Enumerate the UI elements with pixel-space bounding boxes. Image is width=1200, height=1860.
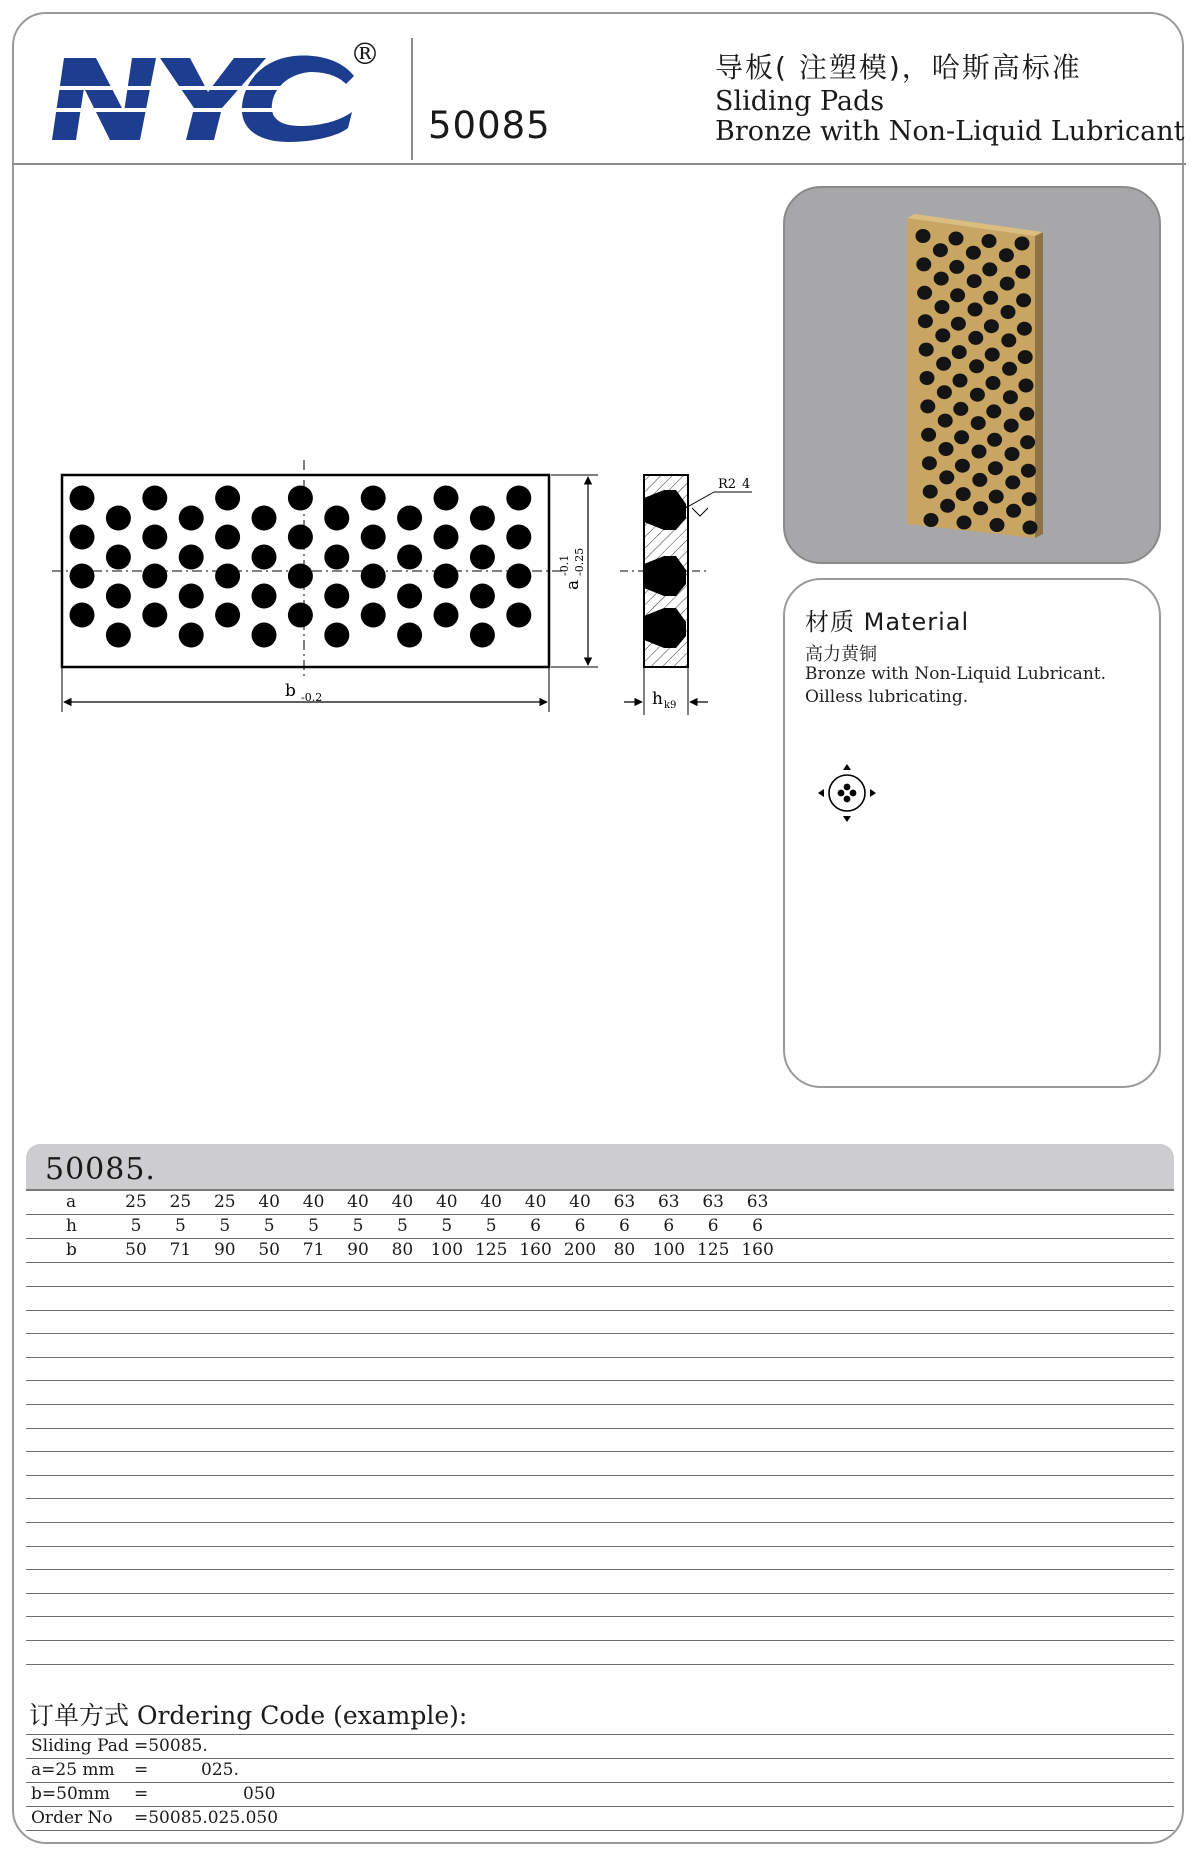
table-cell: 40	[347, 1192, 369, 1212]
table-cell: 71	[169, 1240, 192, 1260]
photo-plug	[1020, 435, 1035, 449]
table-cell: 40	[258, 1192, 280, 1212]
ordering-rule	[26, 1806, 1174, 1807]
photo-plug	[1001, 305, 1016, 319]
graphite-plug	[361, 525, 386, 550]
photo-plug	[1015, 237, 1030, 251]
graphite-plug	[252, 584, 277, 609]
graphite-plug	[434, 603, 459, 628]
photo-plug	[1002, 362, 1017, 376]
table-cell: 50	[258, 1240, 280, 1260]
photo-plug	[922, 456, 937, 470]
table-cell: 40	[435, 1192, 458, 1212]
graphite-plug	[434, 486, 459, 511]
table-cell: 6	[663, 1216, 675, 1236]
title-chinese: 导板( 注塑模)，哈斯高标准	[715, 51, 1082, 84]
table-rule	[26, 1451, 1174, 1452]
photo-plug	[954, 430, 969, 444]
ordering-label: Sliding Pad	[31, 1736, 129, 1756]
photo-plug	[972, 473, 987, 487]
photo-plug	[1018, 350, 1033, 364]
photo-plug	[949, 232, 964, 246]
photo-plug	[949, 260, 964, 274]
dim-a-tol-top: -0.1	[558, 554, 571, 576]
table-cell: 5	[130, 1216, 142, 1236]
table-cell: 5	[485, 1216, 497, 1236]
material-panel	[783, 578, 1161, 1088]
graphite-plug	[361, 603, 386, 628]
table-rule	[26, 1286, 1174, 1287]
product-code: 50085	[428, 104, 551, 147]
graphite-plug	[397, 623, 422, 648]
graphite-plug	[70, 603, 95, 628]
photo-plug	[939, 470, 954, 484]
table-header-rule	[26, 1189, 1174, 1191]
photo-plug	[1022, 492, 1037, 506]
photo-plug	[984, 319, 999, 333]
photo-plug	[957, 516, 972, 530]
table-cell: 5	[352, 1216, 364, 1236]
photo-plug	[937, 385, 952, 399]
dim-b-label: b	[285, 681, 296, 701]
ordering-equals: =	[134, 1784, 149, 1804]
photo-plug	[989, 490, 1004, 504]
photo-plug	[934, 272, 949, 286]
photo-plug	[1016, 293, 1031, 307]
photo-plug	[969, 359, 984, 373]
title-english-line1: Sliding Pads	[715, 86, 885, 117]
graphite-plug	[288, 486, 313, 511]
dim-h-label: h	[652, 689, 663, 709]
ordering-value: 025.	[201, 1760, 239, 1780]
table-cell: 5	[174, 1216, 186, 1236]
graphite-plug	[324, 584, 349, 609]
table-cell: 40	[524, 1192, 547, 1212]
table-cell: 40	[302, 1192, 325, 1212]
table-cell: 63	[657, 1192, 680, 1212]
table-cell: 160	[519, 1240, 552, 1260]
table-rule	[26, 1214, 1174, 1215]
graphite-plug	[397, 584, 422, 609]
photo-plug	[935, 328, 950, 342]
graphite-plug	[506, 603, 531, 628]
graphite-plug	[142, 603, 167, 628]
photo-plug	[933, 243, 948, 257]
table-cell: 90	[347, 1240, 369, 1260]
ordering-rule	[26, 1734, 1174, 1735]
photo-plug	[999, 248, 1014, 262]
table-code: 50085.	[45, 1152, 156, 1187]
graphite-plug	[106, 506, 131, 531]
photo-plug	[1000, 277, 1015, 291]
dim-h-tolerance: k9	[664, 700, 677, 711]
photo-plug	[987, 433, 1002, 447]
table-row-label: h	[66, 1216, 77, 1236]
graphite-plug	[106, 584, 131, 609]
photo-plug	[1021, 464, 1036, 478]
material-name-cn: 高力黄铜	[805, 644, 877, 665]
graphite-plug	[106, 623, 131, 648]
dim-a-label: a	[563, 579, 583, 590]
lubrication-symbol-icon	[812, 758, 882, 828]
ordering-equals: =50085.025.050	[134, 1808, 279, 1828]
ordering-title: 订单方式 Ordering Code (example):	[29, 1701, 468, 1730]
photo-plug	[990, 518, 1005, 532]
photo-plug	[917, 286, 932, 300]
graphite-plug	[324, 506, 349, 531]
photo-plug	[936, 357, 951, 371]
photo-plug	[1005, 475, 1020, 489]
graphite-plug	[288, 564, 313, 589]
table-rule	[26, 1664, 1174, 1665]
photo-plug	[988, 461, 1003, 475]
table-cell: 63	[702, 1192, 724, 1212]
photo-plug	[1023, 521, 1038, 535]
table-cell: 80	[391, 1240, 414, 1260]
table-cell: 5	[396, 1216, 408, 1236]
ordering-label: b=50mm	[31, 1784, 110, 1804]
photo-plug	[918, 314, 933, 328]
graphite-plug	[288, 603, 313, 628]
table-row-label: b	[66, 1240, 77, 1260]
graphite-plug	[506, 564, 531, 589]
ordering-value: 050	[243, 1784, 276, 1804]
graphite-plug	[179, 545, 204, 570]
table-cell: 40	[569, 1192, 591, 1212]
photo-plug	[940, 499, 955, 513]
graphite-plug	[288, 525, 313, 550]
radius-value: 4	[742, 477, 751, 492]
table-rule	[26, 1546, 1174, 1547]
photo-plug	[973, 501, 988, 515]
product-photo	[783, 186, 1161, 564]
graphite-plug	[142, 564, 167, 589]
photo-plug	[968, 303, 983, 317]
graphite-plug	[397, 506, 422, 531]
graphite-plug	[434, 525, 459, 550]
photo-plug	[1003, 390, 1018, 404]
photo-plug	[953, 374, 968, 388]
table-cell: 40	[391, 1192, 414, 1212]
photo-plug	[950, 288, 965, 302]
table-rule	[26, 1522, 1174, 1523]
table-cell: 6	[752, 1216, 763, 1236]
table-row-label: a	[66, 1192, 77, 1212]
title-english-line2: Bronze with Non-Liquid Lubricant	[715, 116, 1185, 147]
photo-plug	[982, 234, 997, 248]
table-cell: 25	[125, 1192, 147, 1212]
photo-plug	[986, 404, 1001, 418]
graphite-plug	[361, 486, 386, 511]
photo-plug	[1017, 322, 1032, 336]
table-cell: 6	[707, 1216, 719, 1236]
table-rule	[26, 1640, 1174, 1641]
photo-plug	[982, 262, 997, 276]
graphite-plug	[397, 545, 422, 570]
graphite-plug	[179, 584, 204, 609]
header-divider	[411, 38, 413, 160]
photo-plug	[938, 414, 953, 428]
graphite-plug	[215, 564, 240, 589]
graphite-plug	[215, 486, 240, 511]
table-rule	[26, 1616, 1174, 1617]
graphite-plug	[506, 486, 531, 511]
graphite-plug	[179, 506, 204, 531]
photo-plug	[1005, 447, 1020, 461]
photo-plug	[923, 485, 938, 499]
table-cell: 5	[219, 1216, 231, 1236]
photo-plug	[1019, 379, 1034, 393]
ordering-label: a=25 mm	[31, 1760, 115, 1780]
photo-plug	[953, 402, 968, 416]
photo-plug	[971, 416, 986, 430]
dim-a-tol-bottom: -0.25	[573, 547, 586, 576]
material-note: Oilless lubricating.	[805, 687, 969, 707]
photo-plug	[983, 291, 998, 305]
photo-plug	[1004, 419, 1019, 433]
table-cell: 5	[308, 1216, 319, 1236]
table-rule	[26, 1475, 1174, 1476]
ordering-rule	[26, 1830, 1174, 1831]
table-cell: 40	[480, 1192, 502, 1212]
photo-plug	[919, 343, 934, 357]
photo-plug	[972, 445, 987, 459]
table-cell: 100	[430, 1240, 464, 1260]
graphite-plug	[106, 545, 131, 570]
material-title: 材质 Material	[805, 608, 970, 636]
graphite-plug	[252, 545, 277, 570]
table-cell: 25	[213, 1192, 236, 1212]
photo-plug	[1001, 333, 1016, 347]
ordering-equals: =	[134, 1760, 149, 1780]
table-cell: 5	[441, 1216, 453, 1236]
ordering-label: Order No	[31, 1808, 113, 1828]
ordering-rule	[26, 1758, 1174, 1759]
ordering-rule	[26, 1782, 1174, 1783]
table-cell: 71	[302, 1240, 325, 1260]
graphite-plug	[470, 623, 495, 648]
graphite-plug	[361, 564, 386, 589]
graphite-plug	[70, 525, 95, 550]
table-cell: 160	[741, 1240, 774, 1260]
graphite-plug	[70, 564, 95, 589]
photo-plug	[921, 428, 936, 442]
table-cell: 63	[613, 1192, 636, 1212]
registered-mark: ®	[350, 37, 380, 72]
graphite-plug	[179, 623, 204, 648]
photo-plug	[985, 348, 1000, 362]
radius-label: R2	[718, 477, 737, 492]
ordering-equals: =50085.	[134, 1736, 208, 1756]
graphite-plug	[506, 525, 531, 550]
graphite-plug	[215, 603, 240, 628]
photo-plug	[955, 459, 970, 473]
photo-plug	[924, 513, 939, 527]
photo-plug	[951, 317, 966, 331]
table-cell: 6	[574, 1216, 586, 1236]
photo-plug	[952, 345, 967, 359]
photo-plug	[920, 371, 935, 385]
table-rule	[26, 1404, 1174, 1405]
table-cell: 125	[474, 1240, 508, 1260]
header-separator	[12, 163, 1186, 165]
photo-plug	[986, 376, 1001, 390]
table-cell: 63	[746, 1192, 769, 1212]
graphite-plug	[470, 506, 495, 531]
graphite-plug	[252, 506, 277, 531]
photo-plug	[968, 331, 983, 345]
photo-plug	[916, 229, 931, 243]
table-rule	[26, 1357, 1174, 1358]
graphite-plug	[142, 525, 167, 550]
table-rule	[26, 1498, 1174, 1499]
photo-plug	[970, 388, 985, 402]
table-rule	[26, 1310, 1174, 1311]
table-header-bar	[26, 1144, 1174, 1190]
photo-plug	[935, 300, 950, 314]
table-rule	[26, 1262, 1174, 1263]
table-rule	[26, 1428, 1174, 1429]
table-cell: 6	[530, 1216, 541, 1236]
graphite-plug	[324, 623, 349, 648]
table-rule	[26, 1333, 1174, 1334]
graphite-plug	[252, 623, 277, 648]
table-rule	[26, 1593, 1174, 1594]
graphite-plug	[324, 545, 349, 570]
table-cell: 6	[618, 1216, 630, 1236]
table-cell: 5	[263, 1216, 275, 1236]
table-cell: 100	[652, 1240, 686, 1260]
dim-b-tolerance: -0.2	[301, 691, 323, 704]
graphite-plug	[434, 564, 459, 589]
table-cell: 125	[696, 1240, 730, 1260]
photo-plug	[1006, 504, 1021, 518]
material-description: Bronze with Non-Liquid Lubricant.	[805, 664, 1107, 684]
graphite-plug	[470, 545, 495, 570]
photo-plug	[966, 246, 981, 260]
table-cell: 80	[613, 1240, 636, 1260]
table-cell: 25	[169, 1192, 192, 1212]
table-rule	[26, 1380, 1174, 1381]
photo-plug	[920, 399, 935, 413]
photo-plug	[1015, 265, 1030, 279]
technical-drawing	[40, 440, 780, 730]
graphite-plug	[470, 584, 495, 609]
photo-plug	[939, 442, 954, 456]
nyc-logo	[48, 36, 388, 156]
photo-plug	[956, 487, 971, 501]
graphite-plug	[215, 525, 240, 550]
photo-plug	[967, 274, 982, 288]
graphite-plug	[142, 486, 167, 511]
graphite-plug	[70, 486, 95, 511]
photo-plug	[916, 257, 931, 271]
table-cell: 200	[563, 1240, 597, 1260]
table-cell: 50	[125, 1240, 147, 1260]
table-cell: 90	[213, 1240, 236, 1260]
table-rule	[26, 1569, 1174, 1570]
photo-plug	[1019, 407, 1034, 421]
table-rule	[26, 1238, 1174, 1239]
